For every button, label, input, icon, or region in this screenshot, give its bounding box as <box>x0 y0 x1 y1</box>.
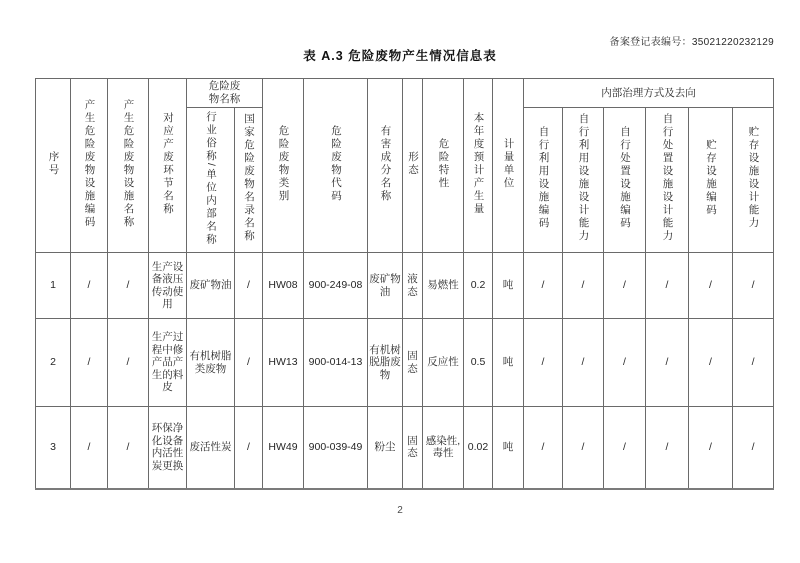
col-header-hazard-property <box>423 79 464 253</box>
table-cell: 环保净化设备内活性炭更换 <box>149 407 187 489</box>
col-header-annual-expected-quantity <box>464 79 493 253</box>
table-cell: 废矿物油 <box>368 253 403 319</box>
table-cell: / <box>733 319 774 407</box>
table-cell: / <box>71 253 108 319</box>
table-cell: 感染性,毒性 <box>423 407 464 489</box>
table-row <box>36 319 774 407</box>
col-header-form <box>403 79 423 253</box>
hazardous-waste-table <box>35 78 774 490</box>
table-cell: 0.02 <box>464 407 493 489</box>
table-cell: / <box>604 253 646 319</box>
table-row <box>36 253 774 319</box>
col-header-storage-code <box>689 108 733 253</box>
table-cell: / <box>689 407 733 489</box>
table-cell: / <box>733 407 774 489</box>
table-cell: 2 <box>36 319 71 407</box>
col-header-storage-capacity-label: 贮存设施设计能力 <box>747 126 760 231</box>
table-cell: / <box>235 407 263 489</box>
col-header-waste-stage-label: 对应产废环节名称 <box>162 111 174 216</box>
col-header-self-disposal-code <box>604 108 646 253</box>
table-cell: 固态 <box>403 407 423 489</box>
col-header-unit <box>493 79 524 253</box>
table-cell: / <box>108 407 149 489</box>
col-header-form-label: 形态 <box>407 150 419 177</box>
table-cell: 废活性炭 <box>187 407 235 489</box>
table-cell: HW49 <box>263 407 304 489</box>
col-header-hazard-property-label: 危险特性 <box>437 137 450 190</box>
table-cell: / <box>604 319 646 407</box>
table-cell: / <box>689 319 733 407</box>
table-cell: 有机树脱脂废物 <box>368 319 403 407</box>
table-cell: 生产设备液压传动使用 <box>149 253 187 319</box>
group-header-waste-name <box>187 79 263 108</box>
table-cell: 生产过程中修产品产生的料皮 <box>149 319 187 407</box>
table-cell: 废矿物油 <box>187 253 235 319</box>
table-cell: / <box>646 253 689 319</box>
table-cell: / <box>108 253 149 319</box>
table-cell: / <box>524 253 563 319</box>
table-cell: / <box>235 253 263 319</box>
group-header-internal-treatment <box>524 79 774 108</box>
col-header-storage-capacity <box>733 108 774 253</box>
col-header-self-disposal-code-label: 自行处置设施编码 <box>619 126 631 231</box>
col-header-waste-code-label: 危险废物代码 <box>330 124 342 203</box>
table-cell: 液态 <box>403 253 423 319</box>
col-header-annual-expected-quantity-label: 本年度预计产生量 <box>472 111 485 216</box>
table-cell: / <box>563 319 604 407</box>
table-cell: / <box>563 407 604 489</box>
col-header-national-catalog-name-label: 国家危险废物名录名称 <box>243 113 255 244</box>
table-cell: 900-039-49 <box>304 407 368 489</box>
col-header-waste-category <box>263 79 304 253</box>
table-cell: 易燃性 <box>423 253 464 319</box>
col-header-facility-code-label: 产生危险废物设施编码 <box>83 98 96 229</box>
table-cell: HW08 <box>263 253 304 319</box>
col-header-national-catalog-name <box>235 108 263 253</box>
table-cell: 900-249-08 <box>304 253 368 319</box>
page-title: 表 A.3 危险废物产生情况信息表 <box>303 49 497 63</box>
table-cell: 0.2 <box>464 253 493 319</box>
col-header-waste-category-label: 危险废物类别 <box>277 124 290 203</box>
col-header-industry-name <box>187 108 235 253</box>
table-cell: / <box>235 319 263 407</box>
col-header-harmful-component <box>368 79 403 253</box>
table-cell: 固态 <box>403 319 423 407</box>
group-header-internal-treatment-label: 内部治理方式及去向 <box>601 86 696 99</box>
table-cell: HW13 <box>263 319 304 407</box>
table-cell: / <box>108 319 149 407</box>
table-cell: / <box>689 253 733 319</box>
page-number: 2 <box>397 505 403 516</box>
table-cell: 反应性 <box>423 319 464 407</box>
col-header-facility-name <box>108 79 149 253</box>
col-header-storage-code-label: 贮存设施编码 <box>705 139 717 218</box>
col-header-serial-label: 序号 <box>47 150 60 177</box>
table-cell: / <box>646 407 689 489</box>
group-header-waste-name-label: 危险废物名称 <box>208 80 241 105</box>
col-header-facility-code <box>71 79 108 253</box>
col-header-industry-name-label: 行业俗称/单位内部名称 <box>205 110 217 246</box>
table-cell: / <box>733 253 774 319</box>
table-cell: 3 <box>36 407 71 489</box>
table-cell: / <box>524 319 563 407</box>
col-header-serial <box>36 79 71 253</box>
col-header-self-use-capacity <box>563 108 604 253</box>
table-cell: 900-014-13 <box>304 319 368 407</box>
table-row <box>36 407 774 489</box>
col-header-harmful-component-label: 有害成分名称 <box>379 124 392 203</box>
table-cell: / <box>71 407 108 489</box>
table-cell: 0.5 <box>464 319 493 407</box>
table-cell: / <box>524 407 563 489</box>
col-header-self-use-capacity-label: 自行利用设施设计能力 <box>577 113 590 244</box>
table-cell: / <box>604 407 646 489</box>
col-header-self-disposal-capacity-label: 自行处置设施设计能力 <box>661 113 674 244</box>
table-cell: / <box>563 253 604 319</box>
table-cell: 有机树脂类废物 <box>187 319 235 407</box>
col-header-self-use-code <box>524 108 563 253</box>
col-header-facility-name-label: 产生危险废物设施名称 <box>122 98 135 229</box>
col-header-waste-code <box>304 79 368 253</box>
col-header-self-use-code-label: 自行利用设施编码 <box>537 126 550 231</box>
table-cell: 吨 <box>493 253 524 319</box>
col-header-unit-label: 计量单位 <box>502 137 515 190</box>
doc-number: 备案登记表编号：35021220232129 <box>609 37 774 48</box>
col-header-waste-stage <box>149 79 187 253</box>
table-cell: 吨 <box>493 407 524 489</box>
col-header-self-disposal-capacity <box>646 108 689 253</box>
table-cell: 粉尘 <box>368 407 403 489</box>
table-cell: / <box>71 319 108 407</box>
table-cell: / <box>646 319 689 407</box>
table-cell: 1 <box>36 253 71 319</box>
table-cell: 吨 <box>493 319 524 407</box>
